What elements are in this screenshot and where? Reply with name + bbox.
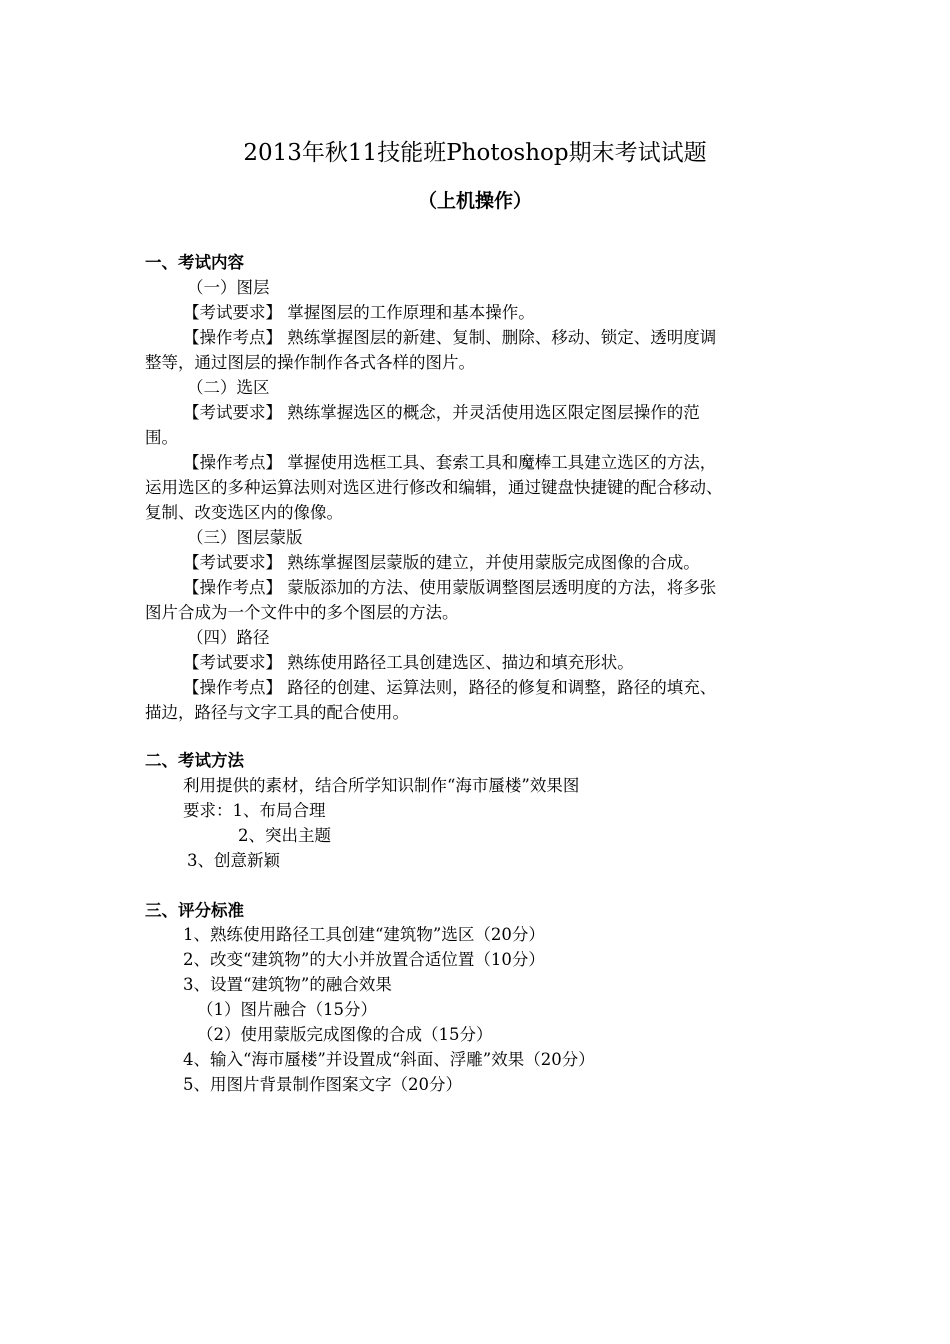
method-requirement-1: 要求：1、布局合理 xyxy=(183,801,326,820)
key-point-line: 【操作考点】 路径的创建、运算法则，路径的修复和调整，路径的填充、 xyxy=(183,678,717,697)
key-point-line-cont: 复制、改变选区内的像像。 xyxy=(145,503,343,522)
section-heading-exam-method: 二、考试方法 xyxy=(145,751,244,770)
requirement-line: 【考试要求】 熟练掌握图层蒙版的建立，并使用蒙版完成图像的合成。 xyxy=(183,553,700,572)
scoring-item: 5、用图片背景制作图案文字（20分） xyxy=(183,1075,462,1094)
requirement-line-cont: 围。 xyxy=(145,428,178,447)
subsection-layers: （一）图层 xyxy=(187,278,270,297)
section-heading-exam-content: 一、考试内容 xyxy=(145,253,244,272)
requirement-line: 【考试要求】 熟练使用路径工具创建选区、描边和填充形状。 xyxy=(183,653,634,672)
key-point-line: 【操作考点】 掌握使用选框工具、套索工具和魔棒工具建立选区的方法， xyxy=(183,453,717,472)
requirement-line: 【考试要求】 熟练掌握选区的概念，并灵活使用选区限定图层操作的范 xyxy=(183,403,700,422)
key-point-line-cont: 运用选区的多种运算法则对选区进行修改和编辑，通过键盘快捷键的配合移动、 xyxy=(145,478,723,497)
scoring-item: 2、改变“建筑物”的大小并放置合适位置（10分） xyxy=(183,950,545,969)
scoring-item: 3、设置“建筑物”的融合效果 xyxy=(183,975,392,994)
method-requirement-3: 3、创意新颖 xyxy=(187,851,280,870)
subsection-path: （四）路径 xyxy=(187,628,270,647)
key-point-line-cont: 整等，通过图层的操作制作各式各样的图片。 xyxy=(145,353,475,372)
key-point-line-cont: 描边，路径与文字工具的配合使用。 xyxy=(145,703,409,722)
scoring-item: 4、输入“海市蜃楼”并设置成“斜面、浮雕”效果（20分） xyxy=(183,1050,595,1069)
method-requirement-2: 2、突出主题 xyxy=(238,826,331,845)
page-title: 2013年秋11技能班Photoshop期末考试试题 xyxy=(243,140,707,166)
subsection-selection: （二）选区 xyxy=(187,378,270,397)
key-point-line: 【操作考点】 熟练掌握图层的新建、复制、删除、移动、锁定、透明度调 xyxy=(183,328,717,347)
key-point-line: 【操作考点】 蒙版添加的方法、使用蒙版调整图层透明度的方法，将多张 xyxy=(183,578,717,597)
scoring-sub-item: （1）图片融合（15分） xyxy=(197,1000,377,1019)
section-heading-scoring-criteria: 三、评分标准 xyxy=(145,901,244,920)
subsection-layer-mask: （三）图层蒙版 xyxy=(187,528,303,547)
key-point-line-cont: 图片合成为一个文件中的多个图层的方法。 xyxy=(145,603,459,622)
page-subtitle: （上机操作） xyxy=(417,190,532,212)
scoring-item: 1、熟练使用路径工具创建“建筑物”选区（20分） xyxy=(183,925,545,944)
method-line: 利用提供的素材，结合所学知识制作“海市蜃楼”效果图 xyxy=(183,776,580,795)
requirement-line: 【考试要求】 掌握图层的工作原理和基本操作。 xyxy=(183,303,535,322)
scoring-sub-item: （2）使用蒙版完成图像的合成（15分） xyxy=(197,1025,493,1044)
